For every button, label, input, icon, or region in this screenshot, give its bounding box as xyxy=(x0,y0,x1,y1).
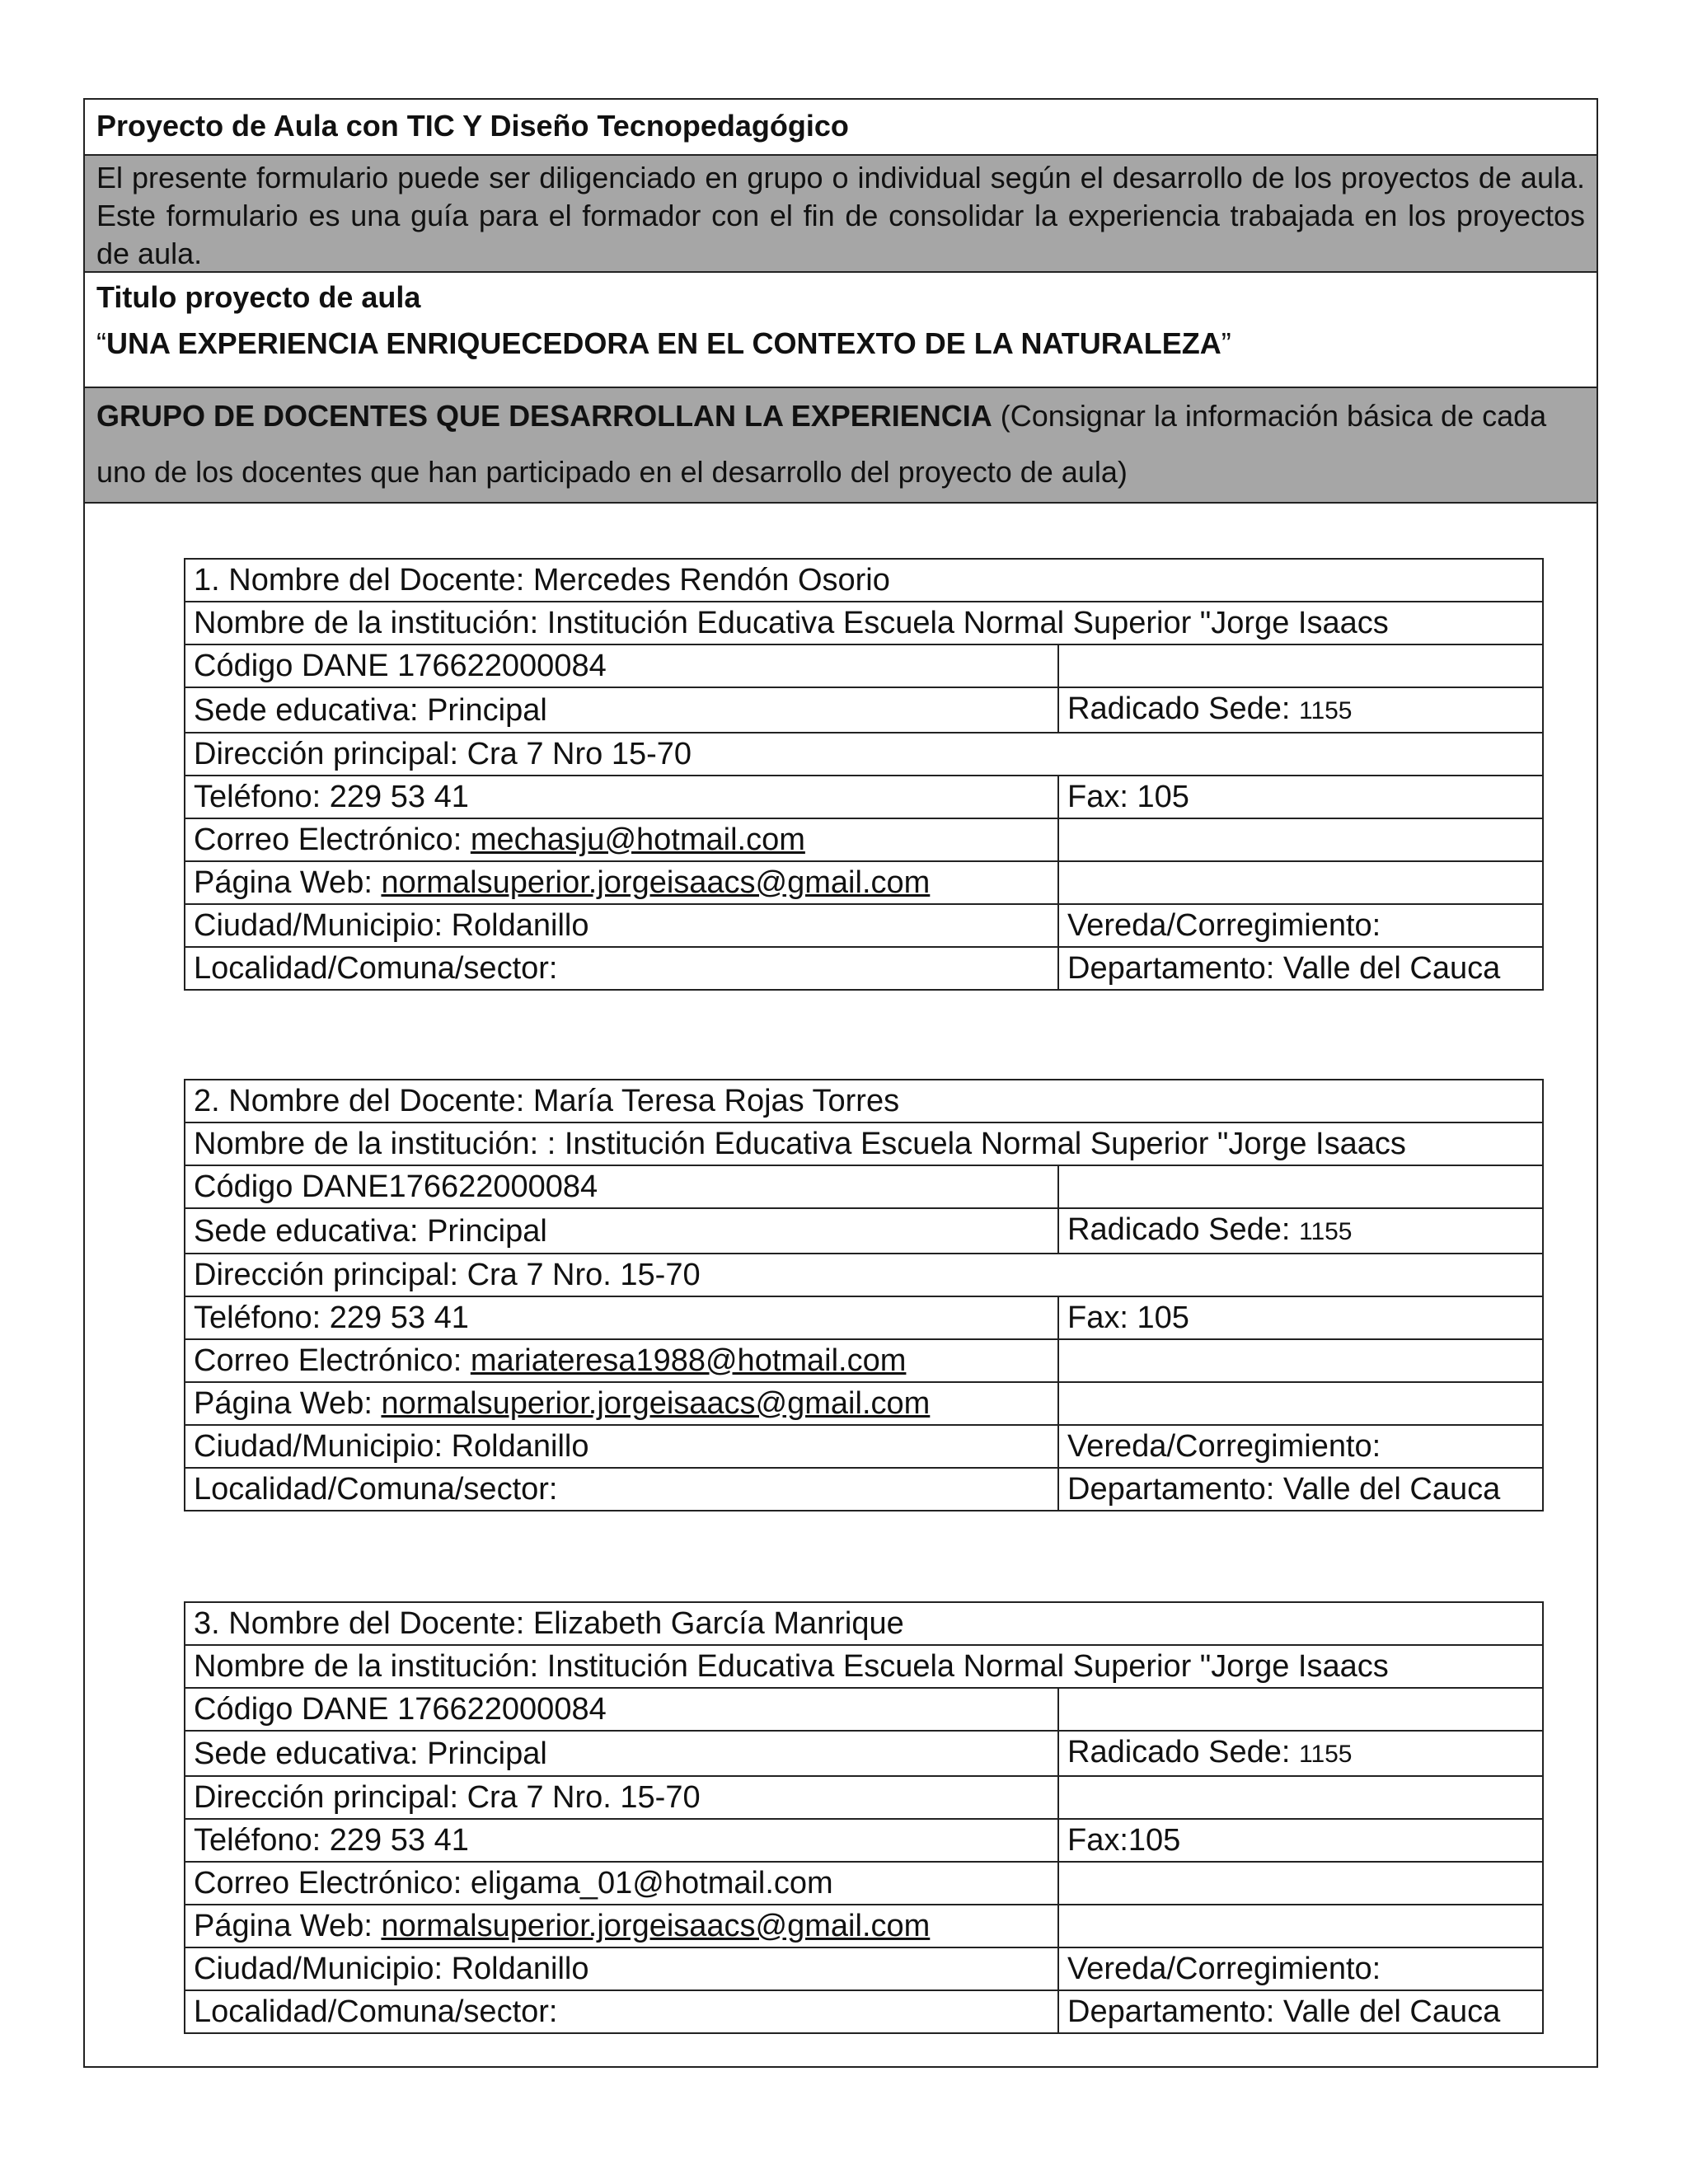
dane-code: Código DANE176622000084 xyxy=(185,1165,1058,1208)
empty-cell xyxy=(1058,1382,1543,1425)
filed-label: Radicado Sede: xyxy=(1067,1212,1299,1247)
main-address: Dirección principal: Cra 7 Nro. 15-70 xyxy=(185,1776,1058,1819)
empty-cell xyxy=(1058,1339,1543,1382)
locality: Localidad/Comuna/sector: xyxy=(185,1990,1058,2033)
group-note: (Consignar la información básica de cada uno de los docentes que han participado en el desarrollo del proyecto de aula) xyxy=(96,399,1547,489)
dane-code: Código DANE 176622000084 xyxy=(185,644,1058,687)
department: Departamento: Valle del Cauca xyxy=(1058,1468,1543,1511)
fax: Fax:105 xyxy=(1058,1819,1543,1862)
campus: Sede educativa: Principal xyxy=(185,687,1058,733)
filed-value: 1155 xyxy=(1298,1741,1353,1768)
web-link[interactable]: normalsuperior.jorgeisaacs@gmail.com xyxy=(381,865,931,900)
teacher-table-2 xyxy=(184,1079,1544,1511)
filed-value: 1155 xyxy=(1298,697,1353,724)
form-title: Proyecto de Aula con TIC Y Diseño Tecnopedagógico xyxy=(85,100,1597,156)
fax: Fax: 105 xyxy=(1058,776,1543,818)
city: Ciudad/Municipio: Roldanillo xyxy=(185,1425,1058,1468)
teacher-name: 3. Nombre del Docente: Elizabeth García Manrique xyxy=(185,1602,1543,1645)
web-label: Página Web: xyxy=(194,1909,382,1943)
email-label: Correo Electrónico: xyxy=(194,1343,471,1378)
city: Ciudad/Municipio: Roldanillo xyxy=(185,904,1058,947)
campus: Sede educativa: Principal xyxy=(185,1731,1058,1776)
department: Departamento: Valle del Cauca xyxy=(1058,1990,1543,2033)
web-link[interactable]: normalsuperior.jorgeisaacs@gmail.com xyxy=(381,1909,931,1943)
campus-filed xyxy=(1058,687,1543,733)
dane-code-empty xyxy=(1058,1165,1543,1208)
email-label: Correo Electrónico: xyxy=(194,1866,471,1900)
filed-label: Radicado Sede: xyxy=(1067,691,1299,726)
teacher-name: 2. Nombre del Docente: María Teresa Rojas Torres xyxy=(185,1080,1543,1122)
campus: Sede educativa: Principal xyxy=(185,1208,1058,1254)
teacher-table-3 xyxy=(184,1601,1544,2034)
email-row xyxy=(185,1339,1058,1382)
web-row xyxy=(185,1905,1058,1947)
email-row xyxy=(185,1862,1058,1905)
email-text: eligama_01@hotmail.com xyxy=(470,1866,833,1900)
email-row xyxy=(185,818,1058,861)
dane-code-empty xyxy=(1058,644,1543,687)
project-label: Titulo proyecto de aula xyxy=(96,280,421,314)
web-row xyxy=(185,861,1058,904)
phone: Teléfono: 229 53 41 xyxy=(185,1819,1058,1862)
project-title: UNA EXPERIENCIA ENRIQUECEDORA EN EL CONTEXTO DE LA NATURALEZA xyxy=(106,326,1221,360)
email-label: Correo Electrónico: xyxy=(194,823,471,857)
department: Departamento: Valle del Cauca xyxy=(1058,947,1543,990)
empty-cell xyxy=(1058,861,1543,904)
locality: Localidad/Comuna/sector: xyxy=(185,947,1058,990)
phone: Teléfono: 229 53 41 xyxy=(185,1296,1058,1339)
project-title-line xyxy=(96,319,1585,368)
locality: Localidad/Comuna/sector: xyxy=(185,1468,1058,1511)
fax: Fax: 105 xyxy=(1058,1296,1543,1339)
village: Vereda/Corregimiento: xyxy=(1058,904,1543,947)
form-frame xyxy=(83,98,1598,2068)
phone: Teléfono: 229 53 41 xyxy=(185,776,1058,818)
web-label: Página Web: xyxy=(194,865,382,900)
project-section xyxy=(85,273,1597,388)
city: Ciudad/Municipio: Roldanillo xyxy=(185,1947,1058,1990)
main-address: Dirección principal: Cra 7 Nro 15-70 xyxy=(185,733,1543,776)
empty-cell xyxy=(1058,1776,1543,1819)
teacher-table-1 xyxy=(184,558,1544,991)
dane-code: Código DANE 176622000084 xyxy=(185,1688,1058,1731)
web-link[interactable]: normalsuperior.jorgeisaacs@gmail.com xyxy=(381,1386,931,1421)
empty-cell xyxy=(1058,1862,1543,1905)
empty-cell xyxy=(1058,818,1543,861)
teacher-name: 1. Nombre del Docente: Mercedes Rendón Osorio xyxy=(185,559,1543,602)
campus-filed xyxy=(1058,1208,1543,1254)
main-address: Dirección principal: Cra 7 Nro. 15-70 xyxy=(185,1254,1543,1296)
institution-name: Nombre de la institución: Institución Educativa Escuela Normal Superior "Jorge Isaacs xyxy=(185,602,1543,644)
group-label: GRUPO DE DOCENTES QUE DESARROLLAN LA EXPERIENCIA xyxy=(96,399,992,433)
email-link[interactable]: mechasju@hotmail.com xyxy=(470,823,805,857)
web-label: Página Web: xyxy=(194,1386,382,1421)
web-row xyxy=(185,1382,1058,1425)
institution-name: Nombre de la institución: Institución Educativa Escuela Normal Superior "Jorge Isaacs xyxy=(185,1645,1543,1688)
institution-name: Nombre de la institución: : Institución Educativa Escuela Normal Superior "Jorge Isaacs xyxy=(185,1122,1543,1165)
filed-value: 1155 xyxy=(1298,1218,1353,1245)
group-section xyxy=(85,388,1597,504)
empty-cell xyxy=(1058,1905,1543,1947)
email-link[interactable]: mariateresa1988@hotmail.com xyxy=(470,1343,907,1378)
close-quote: ” xyxy=(1221,326,1231,360)
campus-filed xyxy=(1058,1731,1543,1776)
form-intro: El presente formulario puede ser diligenciado en grupo o individual según el desarrollo de los proyectos de aula. Este formulario es una guía para el formador con el fin de consolidar la experiencia trabajada en los proyectos de aula. xyxy=(85,156,1597,273)
village: Vereda/Corregimiento: xyxy=(1058,1425,1543,1468)
filed-label: Radicado Sede: xyxy=(1067,1735,1299,1769)
village: Vereda/Corregimiento: xyxy=(1058,1947,1543,1990)
dane-code-empty xyxy=(1058,1688,1543,1731)
open-quote: “ xyxy=(96,326,106,360)
